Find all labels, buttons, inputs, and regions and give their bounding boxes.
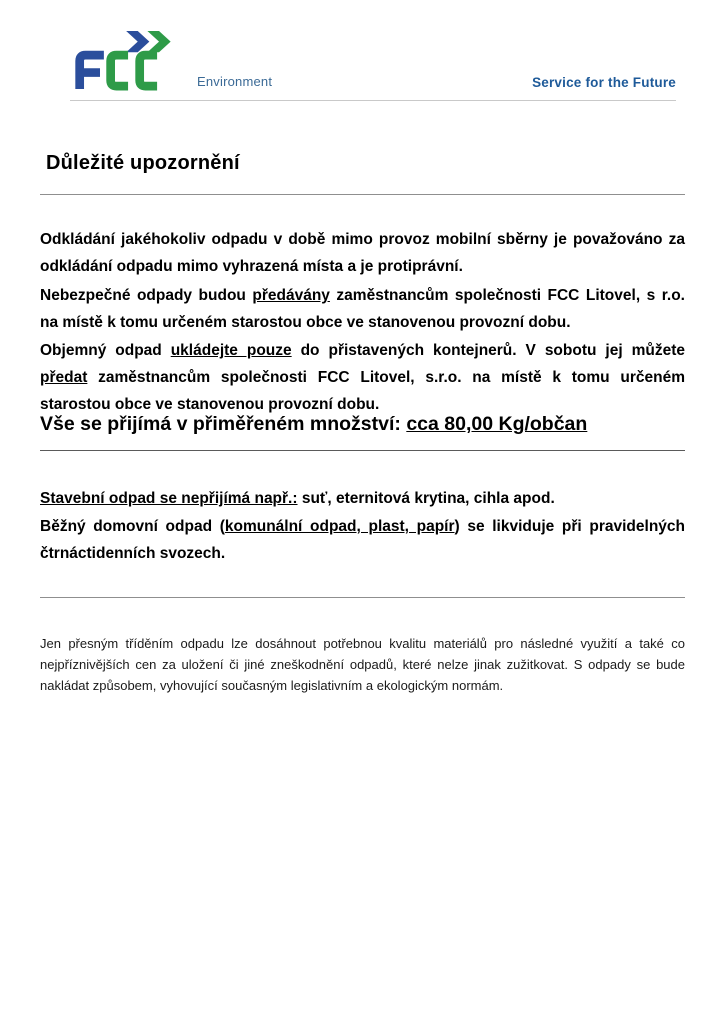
page-title: Důležité upozornění: [46, 152, 240, 174]
fcc-logo-icon: [70, 29, 190, 91]
chevron-green-icon: [147, 31, 170, 52]
p2-text: Nebezpečné odpady budou: [40, 287, 253, 304]
service-slogan: Service for the Future: [532, 75, 676, 90]
logo-tagline: Environment: [197, 74, 273, 89]
divider-above-footnote: [40, 597, 685, 598]
p3-underlined-text-1: ukládejte pouze: [170, 342, 292, 359]
quantity-limit-line: [40, 409, 700, 439]
divider-under-limit: [40, 450, 685, 451]
limit-value: cca 80,00 Kg/občan: [406, 413, 588, 435]
paragraph-construction-waste: [40, 485, 685, 512]
paragraph-household-waste: [40, 513, 685, 567]
p3-text: Objemný odpad: [40, 342, 171, 359]
p5-text-cont: ) se likviduje při pravidelných čtrnáctidenních svozech.: [40, 518, 685, 562]
p3-text-mid: do přistavených kontejnerů. V sobotu jej můžete: [291, 342, 685, 359]
p3-underlined-text-2: předat: [40, 369, 88, 386]
p5-underlined-text: komunální odpad, plast, papír: [224, 518, 455, 535]
p4-underlined-text: Stavební odpad se nepřijímá např.:: [40, 490, 298, 507]
paragraph-hazardous-waste: [40, 282, 685, 336]
p2-text-cont: zaměstnancům společnosti FCC Litovel, s r.o. na místě k tomu určeném starostou obce ve stanovenou provozní dobu.: [40, 287, 685, 331]
divider-under-title: [40, 194, 685, 195]
chevron-blue-icon: [126, 31, 149, 52]
limit-text: Vše se přijímá v přiměřeném množství:: [40, 413, 407, 435]
p2-underlined-text: předávány: [252, 287, 330, 304]
paragraph-bulky-waste: [40, 337, 685, 418]
page-header: [70, 28, 676, 101]
p4-text-cont: suť, eternitová krytina, cihla apod.: [297, 490, 555, 507]
footnote-text: Jen přesným tříděním odpadu lze dosáhnout potřebnou kvalitu materiálů pro následné využití a také co nejpříznivějších cen za uložení či jiné zneškodnění odpadů, které nelze jinak zužitkovat. S odpady se bude nakládat způsobem, vyhovující současným legislativním a ekologickým normám.: [40, 636, 685, 693]
p5-text: Běžný domovní odpad (: [40, 518, 225, 535]
p3-text-cont: zaměstnancům společnosti FCC Litovel, s.r.o. na místě k tomu určeném starostou obce ve stanovenou provozní dobu.: [40, 369, 685, 413]
paragraph-illegal-dumping: Odkládání jakéhokoliv odpadu v době mimo provoz mobilní sběrny je považováno za odkládání odpadu mimo vyhrazená místa a je protiprávní.: [40, 231, 685, 275]
fcc-logo: [70, 29, 272, 91]
